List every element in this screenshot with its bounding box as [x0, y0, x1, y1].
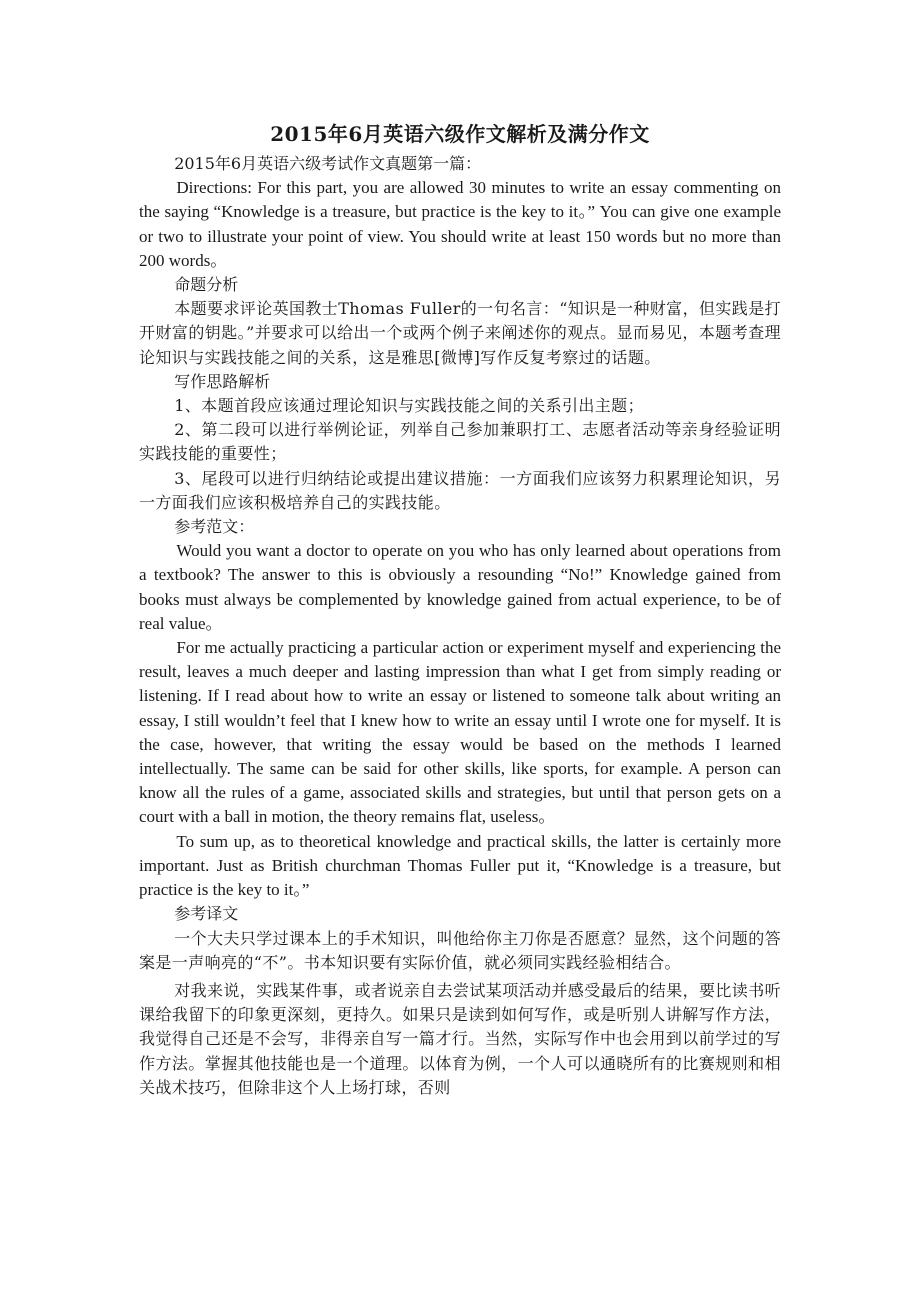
sample-paragraph-2: For me actually practicing a particular action or experiment myself and experiencing the result, leaves a much deeper and lasting impression than what I get from simply reading or listening. If I read about how to write an essay or listened to someone talk about writing an essay, I still wouldn’t feel that I knew how to write an essay until I wrote one for myself. It is the case, however, that writing the essay would be based on the methods I learned intellectually. The same can be said for other skills, like sports, for example. A person can know all the rules of a game, associated skills and strategies, but until that person gets on a court with a ball in motion, the theory remains flat, useless。 [139, 638, 781, 827]
translation-paragraph-1: 一个大夫只学过课本上的手术知识，叫他给你主刀你是否愿意？显然，这个问题的答案是一声响亮的“不”。书本知识要有实际价值，就必须同实践经验相结合。 [139, 928, 781, 972]
document-title: 2015年6月英语六级作文解析及满分作文 [270, 122, 650, 146]
approach-point-3: 3、尾段可以进行归纳结论或提出建议措施：一方面我们应该努力积累理论知识，另一方面我们应该积极培养自己的实践技能。 [139, 468, 781, 512]
translation-paragraph-2: 对我来说，实践某件事，或者说亲自去尝试某项活动并感受最后的结果，要比读书听课给我留下的印象更深刻，更持久。如果只是读到如何写作，或是听别人讲解写作方法，我觉得自己还是不会写，非得亲自写一篇才行。当然，实际写作中也会用到以前学过的写作方法。掌握其他技能也是一个道理。以体育为例，一个人可以通晓所有的比赛规则和相关战术技巧，但除非这个人上场打球，否则 [139, 980, 781, 1097]
translation-heading: 参考译文 [174, 904, 239, 924]
analysis-paragraph: 本题要求评论英国教士Thomas Fuller的一句名言：“知识是一种财富，但实践是打开财富的钥匙。”并要求可以给出一个或两个例子来阐述你的观点。显而易见，本题考查理论知识与实践技能之间的关系，这是雅思[微博]写作反复考察过的话题。 [139, 299, 781, 367]
approach-point-2: 2、第二段可以进行举例论证，列举自己参加兼职打工、志愿者活动等亲身经验证明实践技能的重要性； [139, 420, 781, 464]
directions-paragraph: Directions: For this part, you are allowed 30 minutes to write an essay commenting on the saying “Knowledge is a treasure, but practice is the key to it。” You can give one example or two to illustrate your point of view. You should write at least 150 words but no more than 200 words。 [139, 178, 781, 270]
intro-line: 2015年6月英语六级考试作文真题第一篇： [174, 154, 482, 173]
approach-point-1: 1、本题首段应该通过理论知识与实践技能之间的关系引出主题； [174, 396, 644, 416]
sample-paragraph-3: To sum up, as to theoretical knowledge and practical skills, the latter is certainly more important. Just as British churchman Thomas Fuller put it, “Knowledge is a treasure, but practice is the key to it。” [139, 831, 781, 900]
sample-paragraph-1: Would you want a doctor to operate on you who has only learned about operations from a textbook? The answer to this is obviously a resounding “No!” Knowledge gained from books must always be complemented by knowledge gained from actual experience, to be of real value。 [139, 541, 781, 633]
sample-heading: 参考范文： [174, 517, 255, 537]
document-page [139, 118, 781, 1100]
approach-heading: 写作思路解析 [174, 371, 271, 391]
analysis-heading: 命题分析 [174, 275, 239, 295]
